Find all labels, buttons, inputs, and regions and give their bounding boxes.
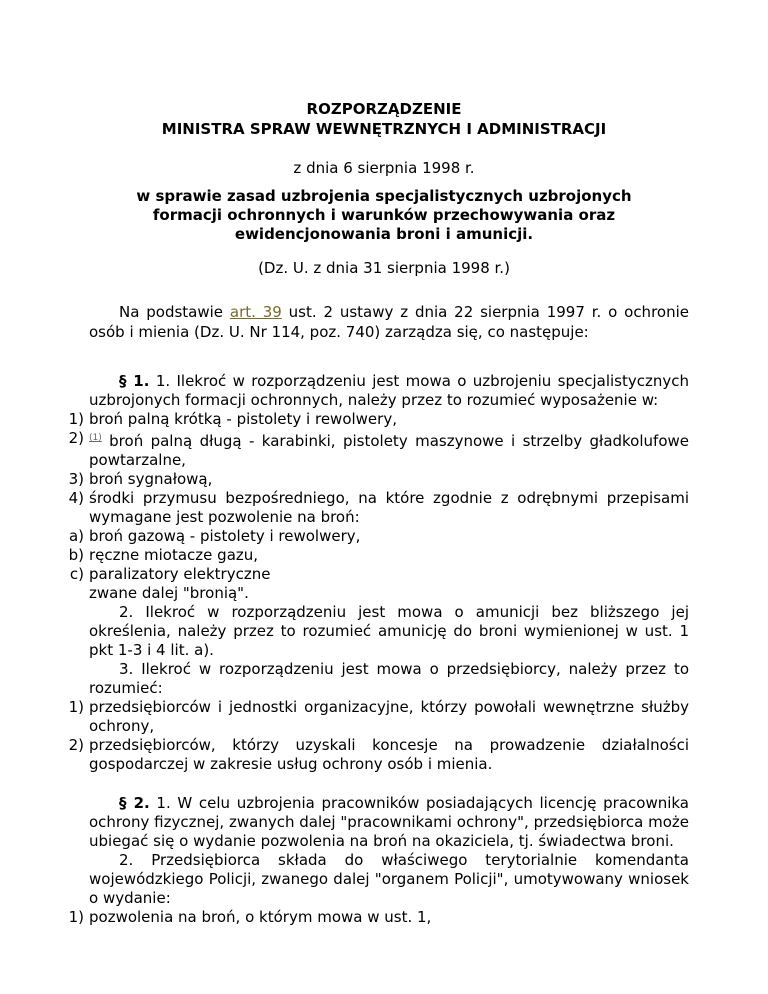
list-marker: c) [69, 565, 84, 583]
list-item [0, 489, 689, 527]
list-item [0, 736, 689, 774]
list-marker: b) [68, 546, 84, 564]
subject-line-2: formacji ochronnych i warunków przechowywania oraz [152, 206, 616, 224]
list-item [0, 527, 689, 546]
list-item-text: broń gazową - pistolety i rewolwery, [89, 527, 361, 545]
section-1-p1-text: 1. Ilekroć w rozporządzeniu jest mowa o uzbrojeniu specjalistycznych uzbrojonych formacji ochronnych, należy przez to rozumieć wyposażenie w: [89, 372, 689, 409]
section-gap [0, 774, 768, 794]
section-1-label: § 1. [119, 372, 150, 390]
list-item-text: paralizatory elektryczne [89, 565, 271, 583]
list-marker: 2) [68, 429, 84, 447]
list-item-text: ręczne miotacze gazu, [89, 546, 259, 564]
list-marker: 2) [68, 736, 84, 754]
document-body [0, 372, 768, 927]
document-subject [0, 187, 768, 244]
list-marker: 1) [68, 698, 84, 716]
section-2-paragraph-2: 2. Przedsiębiorca składa do właściwego terytorialnie komendanta wojewódzkiego Policji, zwanego dalej "organem Policji", umotywowany wniosek o wydanie: [89, 851, 689, 907]
list-item-text: przedsiębiorców i jednostki organizacyjne, którzy powołali wewnętrzne służby ochrony, [89, 698, 689, 735]
section-1-paragraph-3: 3. Ilekroć w rozporządzeniu jest mowa o przedsiębiorcy, należy przez to rozumieć: [89, 660, 689, 697]
subject-line-3: ewidencjonowania broni i amunicji. [234, 225, 534, 243]
list-item-text: broń palną długą - karabinki, pistolety maszynowe i strzelby gładkolufowe powtarzalne, [89, 432, 689, 469]
list-item [0, 429, 689, 470]
list-item-text: broń sygnałową, [89, 470, 213, 488]
section-2-p1-text: 1. W celu uzbrojenia pracowników posiadających licencję pracownika ochrony fizycznej, zwanych dalej "pracownikami ochrony", przedsiębiorca może ubiegać się o wydanie pozwolenia na broń na okaziciela, tj. świadectwa broni. [89, 794, 689, 850]
title-line-2: MINISTRA SPRAW WEWNĘTRZNYCH I ADMINISTRACJI [161, 120, 607, 138]
intro-text-before: Na podstawie [119, 303, 230, 321]
section-1-paragraph-1 [89, 372, 689, 410]
list-marker: a) [68, 527, 84, 545]
list-item-text: środki przymusu bezpośredniego, na które zgodnie z odrębnymi przepisami wymagane jest pozwolenie na broń: [89, 489, 689, 526]
list-item [0, 410, 689, 429]
document-source: (Dz. U. z dnia 31 sierpnia 1998 r.) [258, 259, 510, 277]
footnote-link[interactable]: (1) [89, 433, 102, 443]
list-marker: 1) [68, 410, 84, 428]
title-line-1: ROZPORZĄDZENIE [306, 100, 462, 118]
document-title [0, 99, 768, 139]
list-marker: 1) [68, 908, 84, 926]
list-marker: 3) [68, 470, 84, 488]
section-1-closing: zwane dalej "bronią". [89, 584, 249, 602]
list-item [0, 470, 689, 489]
document-date: z dnia 6 sierpnia 1998 r. [293, 159, 475, 177]
list-item-text: przedsiębiorców, którzy uzyskali koncesje na prowadzenie działalności gospodarczej w zakresie usług ochrony osób i mienia. [89, 736, 689, 773]
list-item-text: pozwolenia na broń, o którym mowa w ust. 1, [89, 908, 432, 926]
list-marker: 4) [68, 489, 84, 507]
intro-text-after: ust. 2 ustawy z dnia 22 sierpnia 1997 r. o ochronie osób i mienia (Dz. U. Nr 114, poz. 740) zarządza się, co następuje: [89, 303, 689, 341]
list-item [0, 908, 689, 927]
section-2-label: § 2. [119, 794, 150, 812]
list-item [0, 546, 689, 565]
list-item-text: broń palną krótką - pistolety i rewolwery, [89, 410, 397, 428]
section-2-paragraph-1 [89, 794, 689, 851]
article-link[interactable]: art. 39 [229, 303, 282, 321]
intro-paragraph [89, 303, 689, 342]
list-item [0, 698, 689, 736]
subject-line-1: w sprawie zasad uzbrojenia specjalistycznych uzbrojonych [136, 187, 632, 205]
list-item [0, 565, 689, 584]
section-1-paragraph-2: 2. Ilekroć w rozporządzeniu jest mowa o amunicji bez bliższego jej określenia, należy przez to rozumieć amunicję do broni wymienionej w ust. 1 pkt 1-3 i 4 lit. a). [89, 603, 689, 659]
